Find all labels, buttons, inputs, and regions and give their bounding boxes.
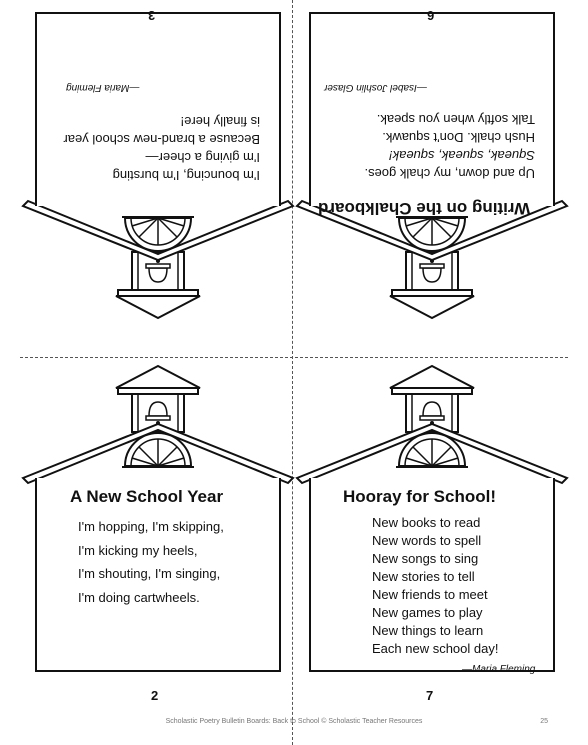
poem-title: Hooray for School! <box>343 487 497 506</box>
poem-line: New songs to sing <box>372 551 479 566</box>
poem-line: New friends to meet <box>372 587 488 602</box>
poem-line: I'm shouting, I'm singing, <box>78 566 221 581</box>
poem-line: Talk softly when you speak. <box>376 112 535 127</box>
poem-line: New books to read <box>372 515 481 530</box>
footer-page-number: 25 <box>540 718 548 725</box>
poem-line: New things to learn <box>372 623 484 638</box>
poem-author: —Maria Fleming <box>66 82 140 93</box>
page-number-3: 3 <box>148 8 156 23</box>
poem-line: I'm bouncing, I'm bursting <box>112 168 260 183</box>
poem-top-left <box>40 112 260 184</box>
poem-bottom-right <box>372 514 498 658</box>
poem-line: Each new school day! <box>372 641 499 656</box>
poem-line: Up and down, my chalk goes. <box>364 166 535 181</box>
footer-credit: Scholastic Poetry Bulletin Boards: Back to School © Scholastic Teacher Resources <box>165 718 423 725</box>
poem-line: I'm doing cartwheels. <box>78 589 200 605</box>
poem-line: I'm hopping, I'm skipping, <box>78 519 224 534</box>
poem-line: Hush chalk. Don't squawk. <box>382 130 535 145</box>
poem-line: I'm kicking my heels, <box>78 542 198 558</box>
page-number-2: 2 <box>151 688 159 703</box>
poem-bottom-left <box>78 515 224 609</box>
poem-line: New words to spell <box>372 533 482 548</box>
poem-line: New games to play <box>372 605 483 620</box>
page-number-6: 6 <box>427 8 435 23</box>
poem-line: I'm giving a cheer— <box>145 150 260 165</box>
poem-top-right <box>335 110 535 182</box>
poem-line: is finally here! <box>180 114 260 129</box>
poem-author: —Maria Fleming <box>462 664 536 675</box>
poem-line: Because a brand-new school year <box>63 132 260 147</box>
poem-author: —Isabel Joshlin Glaser <box>324 82 427 93</box>
poem-title: Writing on the Chalkboard <box>318 199 531 218</box>
poem-title: A New School Year <box>70 487 224 506</box>
poem-line: New stories to tell <box>372 569 475 584</box>
page-number-7: 7 <box>426 688 434 703</box>
poem-line: Squeak, squeak, squeak! <box>389 148 535 163</box>
